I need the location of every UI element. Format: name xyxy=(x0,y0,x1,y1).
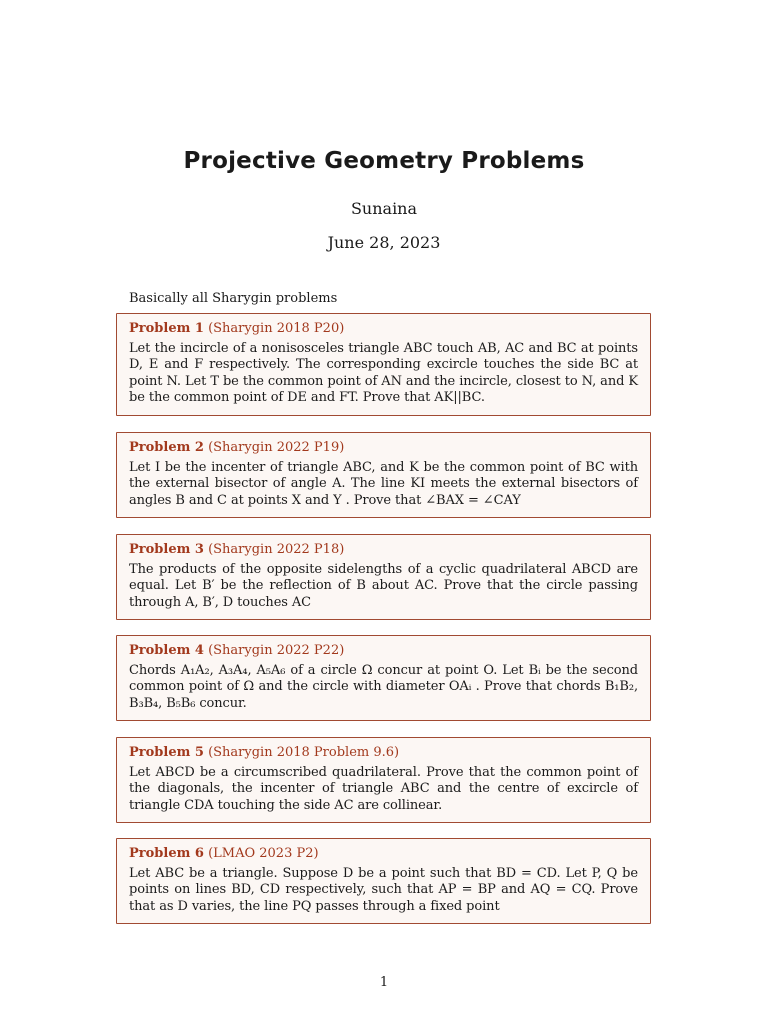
problem-label: Problem 3 xyxy=(129,542,204,557)
problem-source: (Sharygin 2022 P19) xyxy=(208,440,345,455)
document-author: Sunaina xyxy=(350,199,418,218)
problem-label: Problem 4 xyxy=(129,643,204,658)
problem-box-5 xyxy=(116,737,651,823)
problem-header xyxy=(129,440,638,457)
problem-header xyxy=(129,745,638,762)
problem-header xyxy=(129,846,638,863)
problem-header xyxy=(129,542,638,559)
intro-text: Basically all Sharygin problems xyxy=(129,291,338,306)
problem-label: Problem 5 xyxy=(129,745,204,760)
problem-header xyxy=(129,321,638,338)
problem-text: Let ABCD be a circumscribed quadrilateral. Prove that the common point of the diagonals, the incenter of triangle ABC and the centre of excircle of triangle CDA touching the side AC are collinear. xyxy=(129,764,638,813)
problem-label: Problem 1 xyxy=(129,321,204,336)
problem-label: Problem 6 xyxy=(129,846,204,861)
problem-box-1 xyxy=(116,313,651,416)
problem-box-3 xyxy=(116,534,651,620)
problem-header xyxy=(129,643,638,660)
problem-text: Chords A₁A₂, A₃A₄, A₅A₆ of a circle Ω concur at point O. Let Bᵢ be the second common point of Ω and the circle with diameter OAᵢ . Prove that chords B₁B₂, B₃B₄, B₅B₆ concur. xyxy=(129,662,638,711)
document-title: Projective Geometry Problems xyxy=(183,148,585,174)
problem-text: The products of the opposite sidelengths of a cyclic quadrilateral ABCD are equal. Let B′ be the reflection of B about AC. Prove that the circle passing through A, B′, D touches AC xyxy=(129,561,638,610)
problem-box-4 xyxy=(116,635,651,721)
problem-source: (Sharygin 2018 Problem 9.6) xyxy=(208,745,400,760)
problem-box-2 xyxy=(116,432,651,518)
problem-box-6 xyxy=(116,838,651,924)
page-number: 1 xyxy=(379,975,389,990)
problem-source: (Sharygin 2022 P22) xyxy=(208,643,345,658)
problem-source: (LMAO 2023 P2) xyxy=(208,846,319,861)
problem-text: Let I be the incenter of triangle ABC, and K be the common point of BC with the external bisector of angle A. The line KI meets the external bisectors of angles B and C at points X and Y . Prove that ∠BAX = ∠CAY xyxy=(129,459,638,508)
document-date: June 28, 2023 xyxy=(327,233,441,252)
problem-text: Let ABC be a triangle. Suppose D be a point such that BD = CD. Let P, Q be points on lines BD, CD respectively, such that AP = BP and AQ = CQ. Prove that as D varies, the line PQ passes through a fixed point xyxy=(129,865,638,914)
problem-source: (Sharygin 2022 P18) xyxy=(208,542,345,557)
problem-text: Let the incircle of a nonisosceles triangle ABC touch AB, AC and BC at points D, E and F respectively. The corresponding excircle touches the side BC at point N. Let T be the common point of AN and the incircle, closest to N, and K be the common point of DE and FT. Prove that AK||BC. xyxy=(129,340,638,406)
problem-source: (Sharygin 2018 P20) xyxy=(208,321,345,336)
problem-label: Problem 2 xyxy=(129,440,204,455)
